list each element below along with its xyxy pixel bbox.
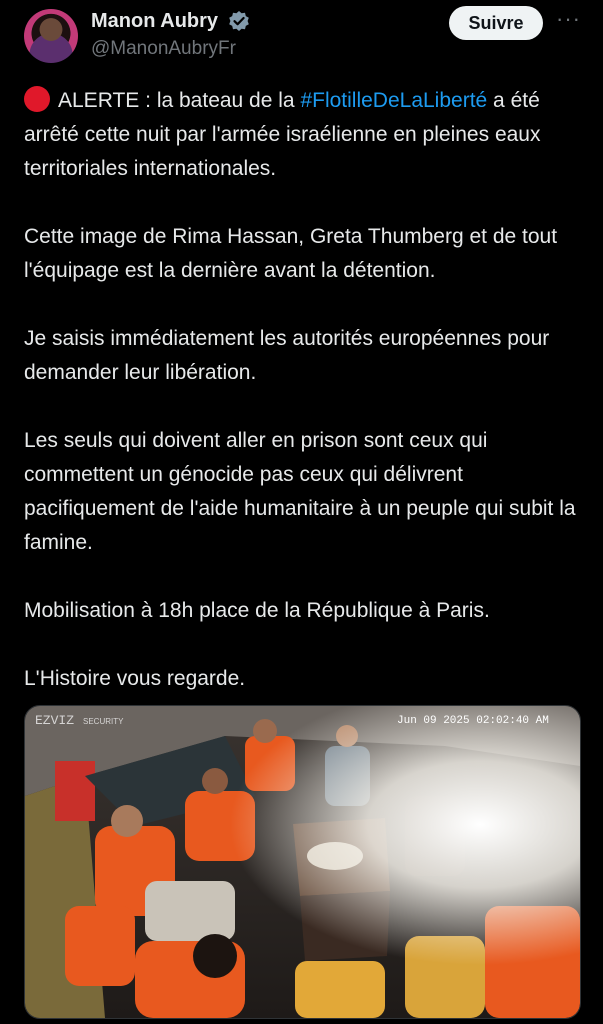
camera-timestamp: Jun 09 2025 02:02:40 AM (397, 715, 549, 727)
tweet-paragraph-4: Les seuls qui doivent aller en prison sont ceux qui commettent un génocide pas ceux qui délivrent pacifiquement de l'aide humanitaire à un peuple qui subit la famine. (24, 429, 576, 554)
tweet-paragraph-5: Mobilisation à 18h place de la République à Paris. (24, 599, 490, 622)
hashtag-link[interactable]: #FlotilleDeLaLiberté (300, 89, 488, 112)
verified-badge-icon (228, 10, 250, 32)
author-name[interactable]: Manon Aubry (91, 10, 219, 32)
avatar[interactable] (24, 9, 78, 63)
svg-text:EZVIZ: EZVIZ (35, 713, 75, 728)
tweet-paragraph-6: L'Histoire vous regarde. (24, 667, 246, 690)
tweet-text (24, 84, 584, 730)
svg-text:SECURITY: SECURITY (83, 717, 124, 726)
tweet-paragraph-1: ALERTE : la bateau de la #FlotilleDeLaLiberté a été arrêté cette nuit par l'armée israélienne en pleines eaux territoriales internationales. (24, 84, 584, 186)
security-camera-photo (25, 706, 580, 1018)
follow-button[interactable]: Suivre (449, 6, 543, 40)
tweet-paragraph-2: Cette image de Rima Hassan, Greta Thumberg et de tout l'équipage est la dernière avant la détention. (24, 225, 558, 282)
tweet-header (0, 0, 603, 80)
red-circle-icon (24, 86, 50, 112)
tweet-paragraph-3: Je saisis immédiatement les autorités européennes pour demander leur libération. (24, 327, 550, 384)
more-options-icon[interactable]: ··· (556, 6, 581, 31)
author-handle[interactable]: @ManonAubryFr (91, 38, 236, 59)
tweet-media-image[interactable] (24, 705, 581, 1019)
